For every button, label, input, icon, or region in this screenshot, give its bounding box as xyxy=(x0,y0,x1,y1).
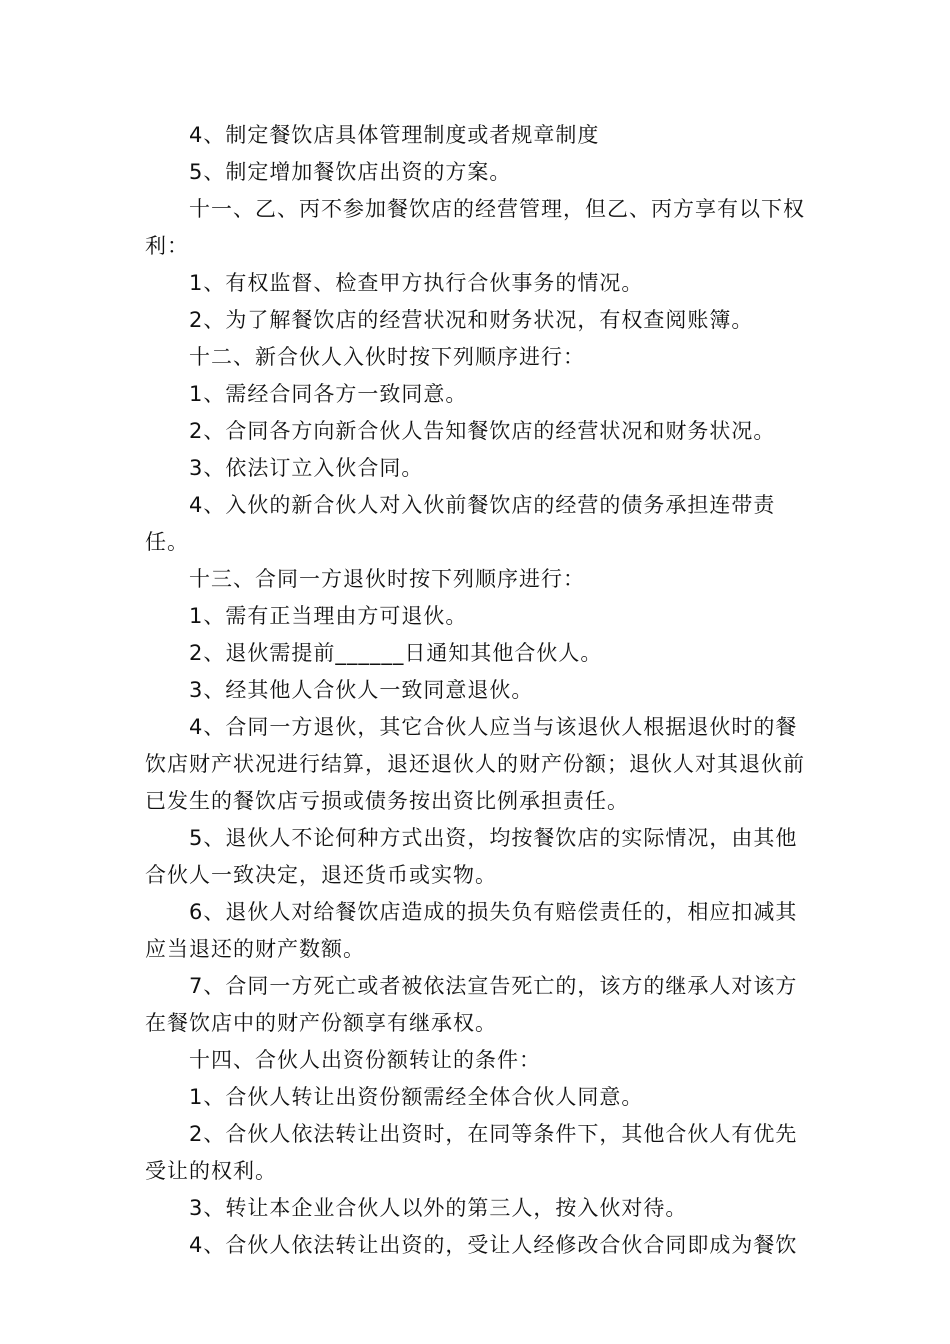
paragraph: 5、退伙人不论何种方式出资，均按餐饮店的实际情况，由其他合伙人一致决定，退还货币或实物。 xyxy=(145,826,798,887)
paragraph: 3、经其他人合伙人一致同意退伙。 xyxy=(189,678,534,702)
paragraph: 6、退伙人对给餐饮店造成的损失负有赔偿责任的，相应扣减其应当退还的财产数额。 xyxy=(145,900,798,961)
paragraph: 7、合同一方死亡或者被依法宣告死亡的，该方的继承人对该方在餐饮店中的财产份额享有继承权。 xyxy=(145,974,798,1035)
paragraph: 2、退伙需提前______日通知其他合伙人。 xyxy=(189,641,603,665)
paragraph: 4、合伙人依法转让出资的，受让人经修改合伙合同即成为餐饮 xyxy=(189,1233,798,1257)
paragraph: 3、转让本企业合伙人以外的第三人，按入伙对待。 xyxy=(189,1196,688,1220)
paragraph: 3、依法订立入伙合同。 xyxy=(189,456,424,480)
paragraph: 2、合伙人依法转让出资时，在同等条件下，其他合伙人有优先受让的权利。 xyxy=(145,1122,798,1183)
paragraph: 5、制定增加餐饮店出资的方案。 xyxy=(189,160,512,184)
section-heading: 十四、合伙人出资份额转让的条件： xyxy=(189,1048,541,1072)
paragraph: 2、为了解餐饮店的经营状况和财务状况，有权查阅账簿。 xyxy=(189,308,754,332)
paragraph: 1、需经合同各方一致同意。 xyxy=(189,382,468,406)
paragraph: 2、合同各方向新合伙人告知餐饮店的经营状况和财务状况。 xyxy=(189,419,776,443)
paragraph: 4、入伙的新合伙人对入伙前餐饮店的经营的债务承担连带责任。 xyxy=(145,493,776,554)
section-heading: 十一、乙、丙不参加餐饮店的经营管理，但乙、丙方享有以下权利： xyxy=(145,197,805,258)
paragraph: 1、合伙人转让出资份额需经全体合伙人同意。 xyxy=(189,1085,644,1109)
paragraph: 4、合同一方退伙，其它合伙人应当与该退伙人根据退伙时的餐饮店财产状况进行结算，退还退伙人的财产份额；退伙人对其退伙前已发生的餐饮店亏损或债务按出资比例承担责任。 xyxy=(145,715,805,813)
paragraph: 1、有权监督、检查甲方执行合伙事务的情况。 xyxy=(189,271,644,295)
paragraph: 4、制定餐饮店具体管理制度或者规章制度 xyxy=(189,123,600,147)
section-heading: 十三、合同一方退伙时按下列顺序进行： xyxy=(189,567,585,591)
paragraph: 1、需有正当理由方可退伙。 xyxy=(189,604,468,628)
section-heading: 十二、新合伙人入伙时按下列顺序进行： xyxy=(189,345,585,369)
